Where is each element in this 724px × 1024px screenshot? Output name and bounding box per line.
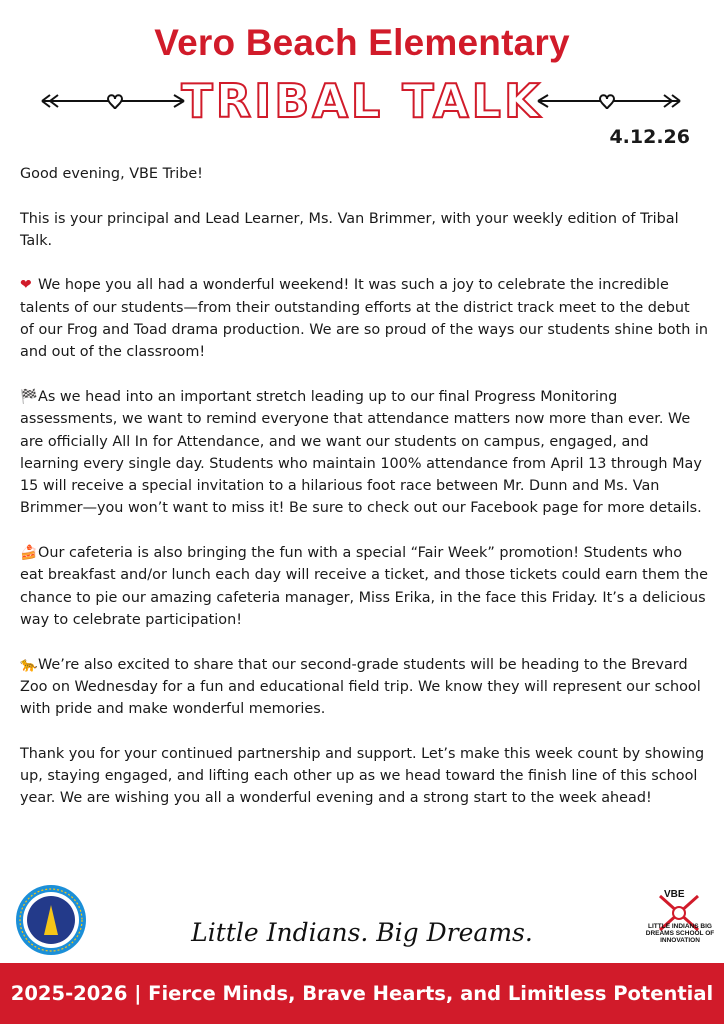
- school-motto: Little Indians. Big Dreams.: [191, 918, 533, 947]
- footer-banner: [0, 963, 724, 1024]
- footer-tagline: 2025-2026 | Fierce Minds, Brave Hearts, and Limitless Potential: [10, 982, 714, 1005]
- leopard-icon: 🐆: [20, 656, 38, 673]
- letter-body: [20, 163, 708, 832]
- decorative-arrow-right-icon: [534, 90, 684, 112]
- checkered-flag-icon: 🏁: [20, 388, 38, 405]
- paragraph-field-trip: 🐆We’re also excited to share that our second-grade students will be heading to the Brevard Zoo on Wednesday for a fun and educational field trip. We know they will represent our school with pride and make wonderful memories.: [20, 654, 708, 721]
- closing-paragraph: Thank you for your continued partnership and support. Let’s make this week count by showing up, staying engaged, and lifting each other up as we head toward the finish line of this school year. We are wishing you all a wonderful evening and a strong start to the week ahead!: [20, 745, 705, 807]
- intro-paragraph: This is your principal and Lead Learner, Ms. Van Brimmer, with your weekly edition of Tribal Talk.: [20, 210, 679, 249]
- paragraph-cafeteria: 🍰Our cafeteria is also bringing the fun with a special “Fair Week” promotion! Students who eat breakfast and/or lunch each day will receive a ticket, and those tickets could earn them the chance to pie our amazing cafeteria manager, Miss Erika, in the face this Friday. It’s a delicious way to celebrate participation!: [20, 542, 708, 631]
- paragraph-attendance: 🏁As we head into an important stretch leading up to our final Progress Monitoring assessments, we want to remind everyone that attendance matters now more than ever. We are officially All In for Attendance, and we want our students on campus, engaged, and learning every single day. Students who maintain 100% attendance from April 13 through May 15 will receive a special invitation to a hilarious foot race between Mr. Dunn and Ms. Van Brimmer—you won’t want to miss it! Be sure to check out our Facebook page for more details.: [20, 386, 708, 520]
- vbe-logo-text: LITTLE INDIANS BIG DREAMS SCHOOL OF INNOVATION: [645, 923, 715, 945]
- issue-date: 4.12.26: [609, 126, 690, 148]
- vbe-logo-label: VBE: [664, 889, 685, 900]
- newsletter-title: TRIBAL TALK: [181, 74, 543, 128]
- school-name: Vero Beach Elementary: [154, 22, 570, 63]
- paragraph-weekend: ❤ We hope you all had a wonderful weekend! It was such a joy to celebrate the incredible talents of our students—from their outstanding efforts at the district track meet to the debut of our Frog and Toad drama production. We are so proud of the ways our students shine both in and out of the classroom!: [20, 274, 708, 363]
- heart-icon: ❤: [20, 277, 32, 294]
- cake-icon: 🍰: [20, 545, 38, 562]
- greeting: Good evening, VBE Tribe!: [20, 166, 203, 182]
